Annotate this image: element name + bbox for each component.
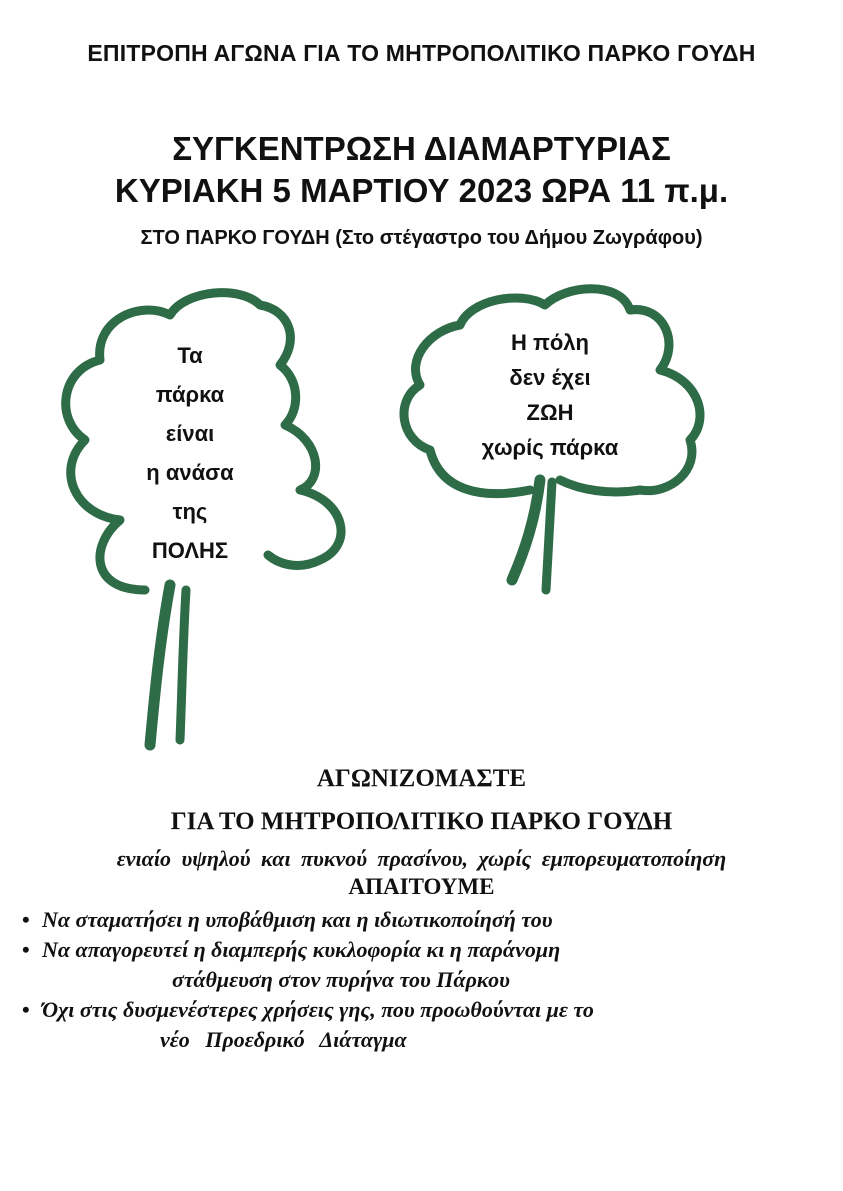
right-tree-slogan xyxy=(435,325,665,465)
demands-list xyxy=(22,905,822,1055)
tree-slogan-line: η ανάσα xyxy=(146,460,234,485)
demand-item: • Να σταματήσει η υποβάθμιση και η ιδιωτικοποίησή του xyxy=(22,905,822,935)
tree-slogan-line: χωρίς πάρκα xyxy=(481,435,619,460)
demand-heading: ΑΠΑΙΤΟΥΜΕ xyxy=(348,874,495,899)
tree-slogan-line: Τα xyxy=(177,343,203,368)
tree-slogan-line: δεν έχει xyxy=(509,365,591,390)
tree-slogan-line: ΖΩΗ xyxy=(526,400,574,425)
committee-header: ΕΠΙΤΡΟΠΗ ΑΓΩΝΑ ΓΙΑ ΤΟ ΜΗΤΡΟΠΟΛΙΤΙΚΟ ΠΑΡΚΟ ΓΟΥΔΗ xyxy=(87,40,756,66)
tree-slogan-line: πάρκα xyxy=(155,382,225,407)
tree-slogan-line: ΠΟΛΗΣ xyxy=(151,538,229,563)
event-date-time: ΚΥΡΙΑΚΗ 5 ΜΑΡΤΙΟΥ 2023 ΩΡΑ 11 π.μ. xyxy=(114,172,729,209)
tree-slogan-line: είναι xyxy=(165,421,215,446)
demand-item: • Να απαγορευτεί η διαμπερής κυκλοφορία κι η παράνομη xyxy=(22,935,822,965)
event-title: ΣΥΓΚΕΝΤΡΩΣΗ ΔΙΑΜΑΡΤΥΡΙΑΣ xyxy=(172,130,671,167)
park-heading: ΓΙΑ ΤΟ ΜΗΤΡΟΠΟΛΙΤΙΚΟ ΠΑΡΚΟ ΓΟΥΔΗ xyxy=(170,808,673,835)
park-description: ενιαίο υψηλού και πυκνού πρασίνου, χωρίς εμπορευματοποίηση xyxy=(116,846,727,871)
left-tree-slogan xyxy=(120,336,260,570)
demand-item-continuation: στάθμευση στον πυρήνα του Πάρκου xyxy=(172,967,510,992)
fight-heading: ΑΓΩΝΙΖΟΜΑΣΤΕ xyxy=(316,765,527,792)
demand-item-continuation: νέο Προεδρικό Διάταγμα xyxy=(160,1027,407,1052)
tree-slogan-line: της xyxy=(172,499,208,524)
demand-item: • Όχι στις δυσμενέστερες χρήσεις γης, που προωθούνται με το xyxy=(22,995,822,1025)
event-location: ΣΤΟ ΠΑΡΚΟ ΓΟΥΔΗ (Στο στέγαστρο του Δήμου Ζωγράφου) xyxy=(140,227,703,249)
tree-slogan-line: Η πόλη xyxy=(511,330,589,355)
